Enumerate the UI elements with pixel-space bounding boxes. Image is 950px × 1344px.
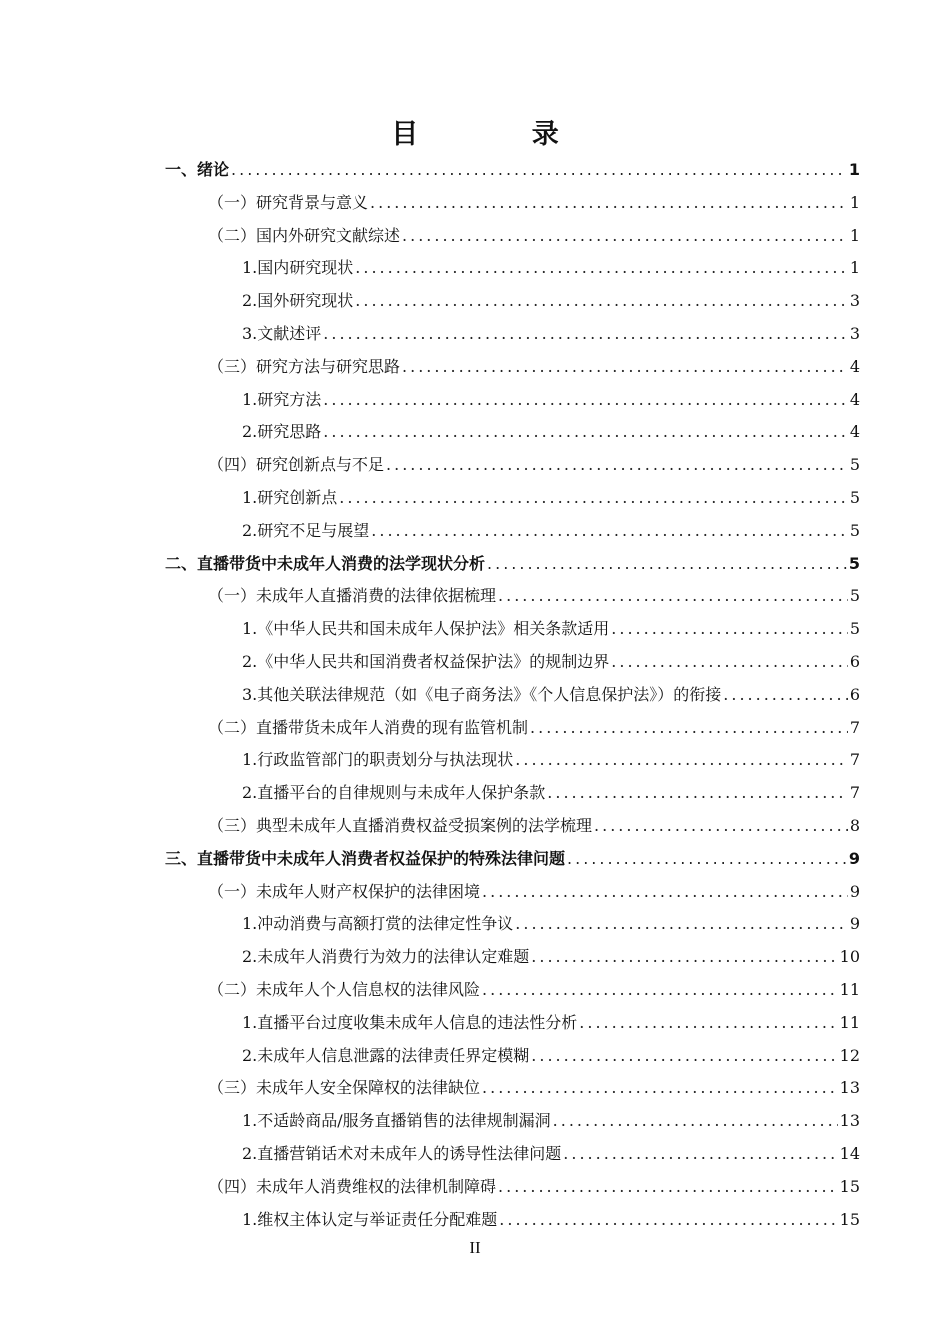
toc-entry-page: 15 (839, 1176, 860, 1196)
toc-entry-title: （三）未成年人安全保障权的法律缺位 (208, 1078, 481, 1098)
toc-leader-dots (530, 716, 848, 740)
toc-entry[interactable] (242, 486, 860, 510)
toc-leader-dots (386, 453, 848, 477)
toc-entry-page: 1 (848, 160, 860, 179)
toc-entry-title: （二）直播带货未成年人消费的现有监管机制 (208, 717, 529, 737)
toc-entry-title: 2.未成年人消费行为效力的法律认定难题 (242, 947, 530, 967)
toc-entry-page: 15 (839, 1209, 860, 1229)
toc-entry-title: （三）典型未成年人直播消费权益受损案例的法学梳理 (208, 816, 593, 835)
toc-entry-page: 4 (849, 422, 860, 442)
page-title: 目 录 (391, 119, 611, 150)
toc-entry-page: 7 (849, 783, 860, 803)
toc-leader-dots (611, 617, 848, 641)
toc-entry-page: 11 (839, 980, 860, 999)
toc-entry-title: 1.行政监管部门的职责划分与执法现状 (242, 750, 514, 770)
toc-entry[interactable] (242, 945, 860, 969)
toc-entry-title: 1.研究方法 (242, 389, 322, 409)
toc-entry[interactable] (208, 716, 860, 740)
toc-entry-title: （一）研究背景与意义 (208, 192, 369, 212)
toc-entry-title: 2.研究不足与展望 (242, 520, 370, 540)
toc-leader-dots (231, 158, 847, 182)
toc-leader-dots (547, 781, 848, 805)
toc-entry[interactable] (242, 322, 860, 346)
toc-entry-page: 9 (849, 914, 860, 934)
toc-entry[interactable] (208, 1175, 860, 1199)
toc-entry[interactable] (242, 420, 860, 444)
toc-entry[interactable] (165, 158, 860, 182)
toc-entry-title: （一）未成年人直播消费的法律依据梳理 (208, 586, 497, 606)
toc-entry-page: 13 (839, 1078, 860, 1098)
toc-entry-title: 2.未成年人信息泄露的法律责任界定模糊 (242, 1045, 530, 1065)
toc-entry-page: 7 (849, 750, 860, 770)
toc-leader-dots (323, 322, 848, 346)
toc-entry[interactable] (242, 256, 860, 280)
toc-entry-page: 6 (849, 652, 860, 671)
toc-entry[interactable] (242, 781, 860, 805)
toc-entry[interactable] (242, 1109, 860, 1133)
toc-entry[interactable] (208, 355, 860, 379)
toc-entry-page: 5 (849, 488, 860, 507)
toc-entry-page: 5 (848, 553, 860, 573)
toc-entry-title: 3.文献述评 (242, 324, 322, 343)
toc-entry-title: 2.国外研究现状 (242, 291, 354, 311)
toc-entry-title: 1.维权主体认定与举证责任分配难题 (242, 1209, 498, 1229)
toc-entry-page: 9 (849, 881, 860, 901)
toc-leader-dots (339, 486, 848, 510)
toc-leader-dots (482, 880, 848, 904)
toc-leader-dots (563, 1142, 837, 1166)
toc-entry[interactable] (208, 191, 860, 215)
toc-entry-title: 一、绪论 (165, 160, 230, 179)
toc-entry[interactable] (165, 847, 860, 871)
toc-entry[interactable] (242, 683, 860, 707)
toc-leader-dots (553, 1109, 838, 1133)
toc-leader-dots (499, 1208, 837, 1232)
toc-entry-page: 12 (839, 1045, 860, 1065)
toc-entry-title: （四）研究创新点与不足 (208, 455, 385, 475)
toc-leader-dots (531, 1044, 837, 1068)
toc-entry-page: 5 (849, 455, 860, 475)
toc-entry-title: （二）未成年人个人信息权的法律风险 (208, 980, 481, 999)
toc-entry-title: 2.直播平台的自律规则与未成年人保护条款 (242, 783, 546, 803)
toc-entry-title: 1.直播平台过度收集未成年人信息的违法性分析 (242, 1012, 578, 1032)
toc-entry-title: 1.冲动消费与高额打赏的法律定性争议 (242, 914, 514, 934)
toc-leader-dots (594, 814, 848, 838)
toc-entry-page: 5 (849, 619, 860, 639)
toc-entry[interactable] (208, 1076, 860, 1100)
toc-entry-page: 1 (849, 225, 860, 245)
toc-entry-page: 10 (839, 947, 860, 967)
toc-entry-title: 2.研究思路 (242, 422, 322, 442)
toc-entry-page: 3 (849, 324, 860, 343)
toc-leader-dots (531, 945, 837, 969)
toc-entry-page: 3 (849, 291, 860, 311)
toc-entry-title: 2.直播营销话术对未成年人的诱导性法律问题 (242, 1144, 562, 1163)
toc-leader-dots (370, 191, 848, 215)
toc-entry[interactable] (242, 519, 860, 543)
toc-entry-title: 2.《中华人民共和国消费者权益保护法》的规制边界 (242, 652, 610, 671)
toc-entry[interactable] (242, 912, 860, 936)
toc-entry-title: 三、直播带货中未成年人消费者权益保护的特殊法律问题 (165, 848, 566, 868)
toc-entry-page: 13 (839, 1111, 860, 1131)
toc-leader-dots (611, 650, 848, 674)
toc-leader-dots (355, 289, 848, 313)
toc-leader-dots (323, 420, 848, 444)
toc-entry[interactable] (208, 880, 860, 904)
toc-entry-page: 4 (849, 389, 860, 409)
toc-leader-dots (567, 847, 847, 871)
toc-entry-title: 1.研究创新点 (242, 488, 338, 507)
toc-entry[interactable] (208, 453, 860, 477)
toc-entry[interactable] (242, 1142, 860, 1166)
toc-entry[interactable] (242, 1044, 860, 1068)
toc-entry-title: 1.《中华人民共和国未成年人保护法》相关条款适用 (242, 619, 610, 639)
toc-entry[interactable] (242, 1208, 860, 1232)
toc-entry[interactable] (242, 748, 860, 772)
toc-entry[interactable] (165, 552, 860, 576)
toc-entry-title: 二、直播带货中未成年人消费的法学现状分析 (165, 553, 486, 573)
toc-entry-page: 7 (849, 717, 860, 737)
toc-leader-dots (402, 224, 848, 248)
toc-leader-dots (515, 748, 848, 772)
toc-entry[interactable] (242, 617, 860, 641)
toc-entry-page: 8 (849, 816, 860, 835)
toc-entry[interactable] (242, 650, 860, 674)
toc-leader-dots (579, 1011, 837, 1035)
toc-entry-page: 5 (849, 586, 860, 606)
page-number: II (469, 1238, 481, 1257)
toc-entry-page: 5 (849, 520, 860, 540)
toc-leader-dots (498, 584, 848, 608)
toc-entry-title: 3.其他关联法律规范（如《电子商务法》《个人信息保护法》）的衔接 (242, 684, 722, 704)
toc-leader-dots (371, 519, 848, 543)
toc-entry-title: （二）国内外研究文献综述 (208, 225, 401, 245)
toc-leader-dots (487, 552, 847, 576)
toc-leader-dots (355, 256, 848, 280)
toc-entry-page: 9 (848, 848, 860, 868)
toc-entry-page: 6 (849, 684, 860, 704)
toc-entry-page: 11 (839, 1012, 860, 1032)
toc-entry-title: （一）未成年人财产权保护的法律困境 (208, 881, 481, 901)
toc-leader-dots (323, 388, 848, 412)
toc-entry[interactable] (208, 814, 860, 838)
toc-entry-title: 1.不适龄商品/服务直播销售的法律规制漏洞 (242, 1111, 551, 1131)
toc-entry[interactable] (242, 1011, 860, 1035)
toc-leader-dots (515, 912, 848, 936)
toc-entry-page: 4 (849, 356, 860, 376)
toc-entry-title: （四）未成年人消费维权的法律机制障碍 (208, 1176, 497, 1196)
toc-entry-title: （三）研究方法与研究思路 (208, 356, 401, 376)
toc-entry[interactable] (242, 289, 860, 313)
toc-leader-dots (402, 355, 848, 379)
toc-leader-dots (482, 1076, 838, 1100)
toc-entry-page: 14 (839, 1144, 860, 1163)
toc-entry[interactable] (242, 388, 860, 412)
toc-entry[interactable] (208, 584, 860, 608)
toc-entry[interactable] (208, 978, 860, 1002)
toc-entry-page: 1 (849, 258, 860, 278)
toc-leader-dots (498, 1175, 838, 1199)
toc-entry-title: 1.国内研究现状 (242, 258, 354, 278)
toc-entry-page: 1 (849, 192, 860, 212)
toc-leader-dots (482, 978, 838, 1002)
toc-leader-dots (723, 683, 848, 707)
toc-entry[interactable] (208, 224, 860, 248)
